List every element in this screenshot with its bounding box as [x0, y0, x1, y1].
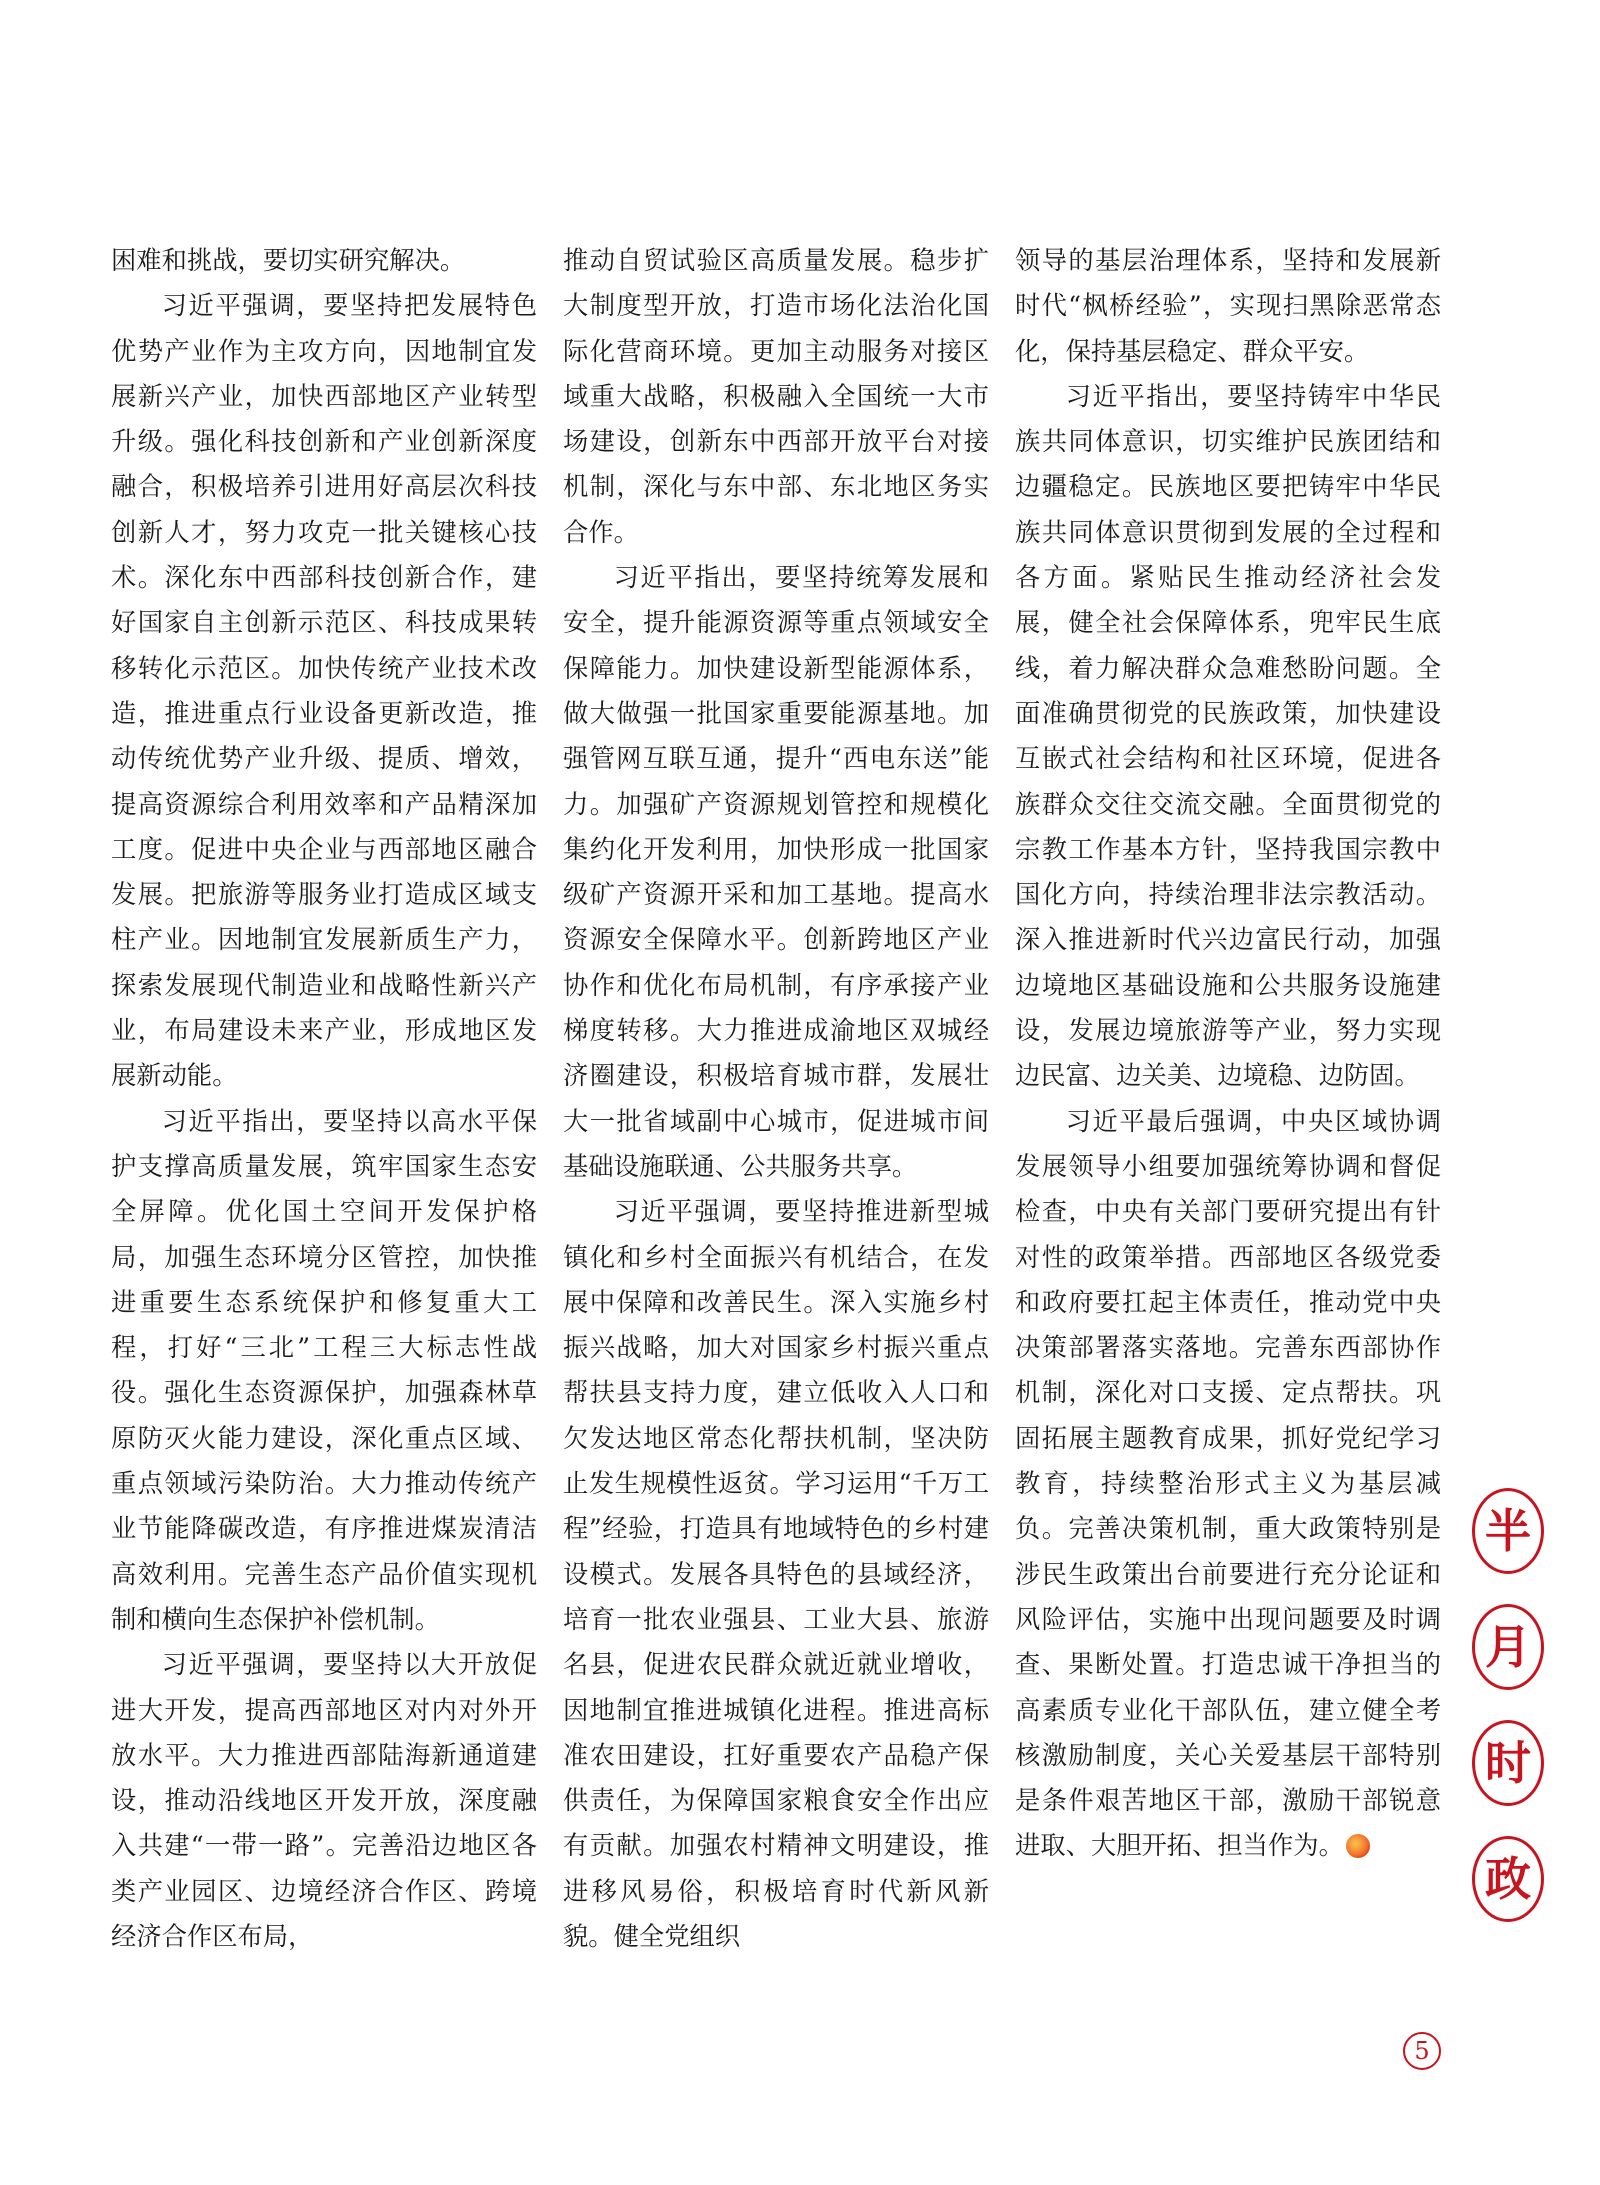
brand-char: 时: [1472, 1720, 1544, 1806]
publication-brand: [1458, 1488, 1558, 1952]
paragraph: 领导的基层治理体系，坚持和发展新时代“枫桥经验”，实现扫黑除恶常态化，保持基层稳定、群众平安。: [1015, 246, 1441, 366]
page-number: 5: [1403, 2032, 1441, 2070]
paragraph: 困难和挑战，要切实研究解决。: [111, 246, 466, 275]
paragraph-text: 习近平最后强调，中央区域协调发展领导小组要加强统筹协调和督促检查，中央有关部门要研究提出有针对性的政策举措。西部地区各级党委和政府要扛起主体责任，推动党中央决策部署落实落地。完善东西部协作机制，深化对口支援、定点帮扶。巩固拓展主题教育成果，抓好党纪学习教育，持续整治形式主义为基层减负。完善决策机制，重大政策特别是涉民生政策出台前要进行充分论证和风险评估，实施中出现问题要及时调查、果断处置。打造忠诚干净担当的高素质专业化干部队伍，建立健全考核激励制度，关心关爱基层干部特别是条件艰苦地区干部，激励干部锐意进取、大胆开拓、担当作为。: [1015, 1106, 1441, 1861]
paragraph: 习近平指出，要坚持统筹发展和安全，提升能源资源等重点领域安全保障能力。加快建设新型能源体系，做大做强一批国家重要能源基地。加强管网互联互通，提升“西电东送”能力。加强矿产资源规划管控和规模化集约化开发利用，加快形成一批国家级矿产资源开采和加工基地。提高水资源安全保障水平。创新跨地区产业协作和优化布局机制，有序承接产业梯度转移。大力推进成渝地区双城经济圈建设，积极培育城市群，发展壮大一批省域副中心城市，促进城市间基础设施联通、公共服务共享。: [563, 563, 989, 1181]
article-column-1: [111, 238, 537, 1959]
paragraph: 习近平指出，要坚持铸牢中华民族共同体意识，切实维护民族团结和边疆稳定。民族地区要把铸牢中华民族共同体意识贯彻到发展的全过程和各方面。紧贴民生推动经济社会发展，健全社会保障体系，兜牢民生底线，着力解决群众急难愁盼问题。全面准确贯彻党的民族政策，加快建设互嵌式社会结构和社区环境，促进各族群众交往交流交融。全面贯彻党的宗教工作基本方针，坚持我国宗教中国化方向，持续治理非法宗教活动。深入推进新时代兴边富民行动，加强边境地区基础设施和公共服务设施建设，发展边境旅游等产业，努力实现边民富、边关美、边境稳、边防固。: [1015, 381, 1441, 1091]
article-column-3: [1015, 238, 1441, 1869]
brand-char: 半: [1472, 1488, 1544, 1574]
paragraph: 习近平强调，要坚持推进新型城镇化和乡村全面振兴有机结合，在发展中保障和改善民生。深入实施乡村振兴战略，加大对国家乡村振兴重点帮扶县支持力度，建立低收入人口和欠发达地区常态化帮扶机制，坚决防止发生规模性返贫。学习运用“千万工程”经验，打造具有地域特色的乡村建设模式。发展各具特色的县域经济，培育一批农业强县、工业大县、旅游名县，促进农民群众就近就业增收，因地制宜推进城镇化进程。推进高标准农田建设，扛好重要农产品稳产保供责任，为保障国家粮食安全作出应有贡献。加强农村精神文明建设，推进移风易俗，积极培育时代新风新貌。健全党组织: [563, 1197, 989, 1951]
article-column-2: [563, 238, 989, 1959]
brand-char: 政: [1472, 1836, 1544, 1922]
end-mark-icon: [1346, 1834, 1370, 1858]
paragraph: [1015, 1099, 1441, 1869]
paragraph: 习近平强调，要坚持把发展特色优势产业作为主攻方向，因地制宜发展新兴产业，加快西部地区产业转型升级。强化科技创新和产业创新深度融合，积极培养引进用好高层次科技创新人才，努力攻克一批关键核心技术。深化东中西部科技创新合作，建好国家自主创新示范区、科技成果转移转化示范区。加快传统产业技术改造，推进重点行业设备更新改造，推动传统优势产业升级、提质、增效，提高资源综合利用效率和产品精深加工度。促进中央企业与西部地区融合发展。把旅游等服务业打造成区域支柱产业。因地制宜发展新质生产力，探索发展现代制造业和战略性新兴产业，布局建设未来产业，形成地区发展新动能。: [111, 291, 537, 1091]
paragraph: 习近平强调，要坚持以大开放促进大开发，提高西部地区对内对外开放水平。大力推进西部陆海新通道建设，推动沿线地区开发开放，深度融入共建“一带一路”。完善沿边地区各类产业园区、边境经济合作区、跨境经济合作区布局，: [111, 1650, 537, 1951]
brand-char: 月: [1472, 1604, 1544, 1690]
paragraph: 推动自贸试验区高质量发展。稳步扩大制度型开放，打造市场化法治化国际化营商环境。更加主动服务对接区域重大战略，积极融入全国统一大市场建设，创新东中西部开放平台对接机制，深化与东中部、东北地区务实合作。: [563, 246, 989, 547]
paragraph: 习近平指出，要坚持以高水平保护支撑高质量发展，筑牢国家生态安全屏障。优化国土空间开发保护格局，加强生态环境分区管控，加快推进重要生态系统保护和修复重大工程，打好“三北”工程三大标志性战役。强化生态资源保护，加强森林草原防灭火能力建设，深化重点区域、重点领域污染防治。大力推动传统产业节能降碳改造，有序推进煤炭清洁高效利用。完善生态产品价值实现机制和横向生态保护补偿机制。: [111, 1106, 537, 1634]
